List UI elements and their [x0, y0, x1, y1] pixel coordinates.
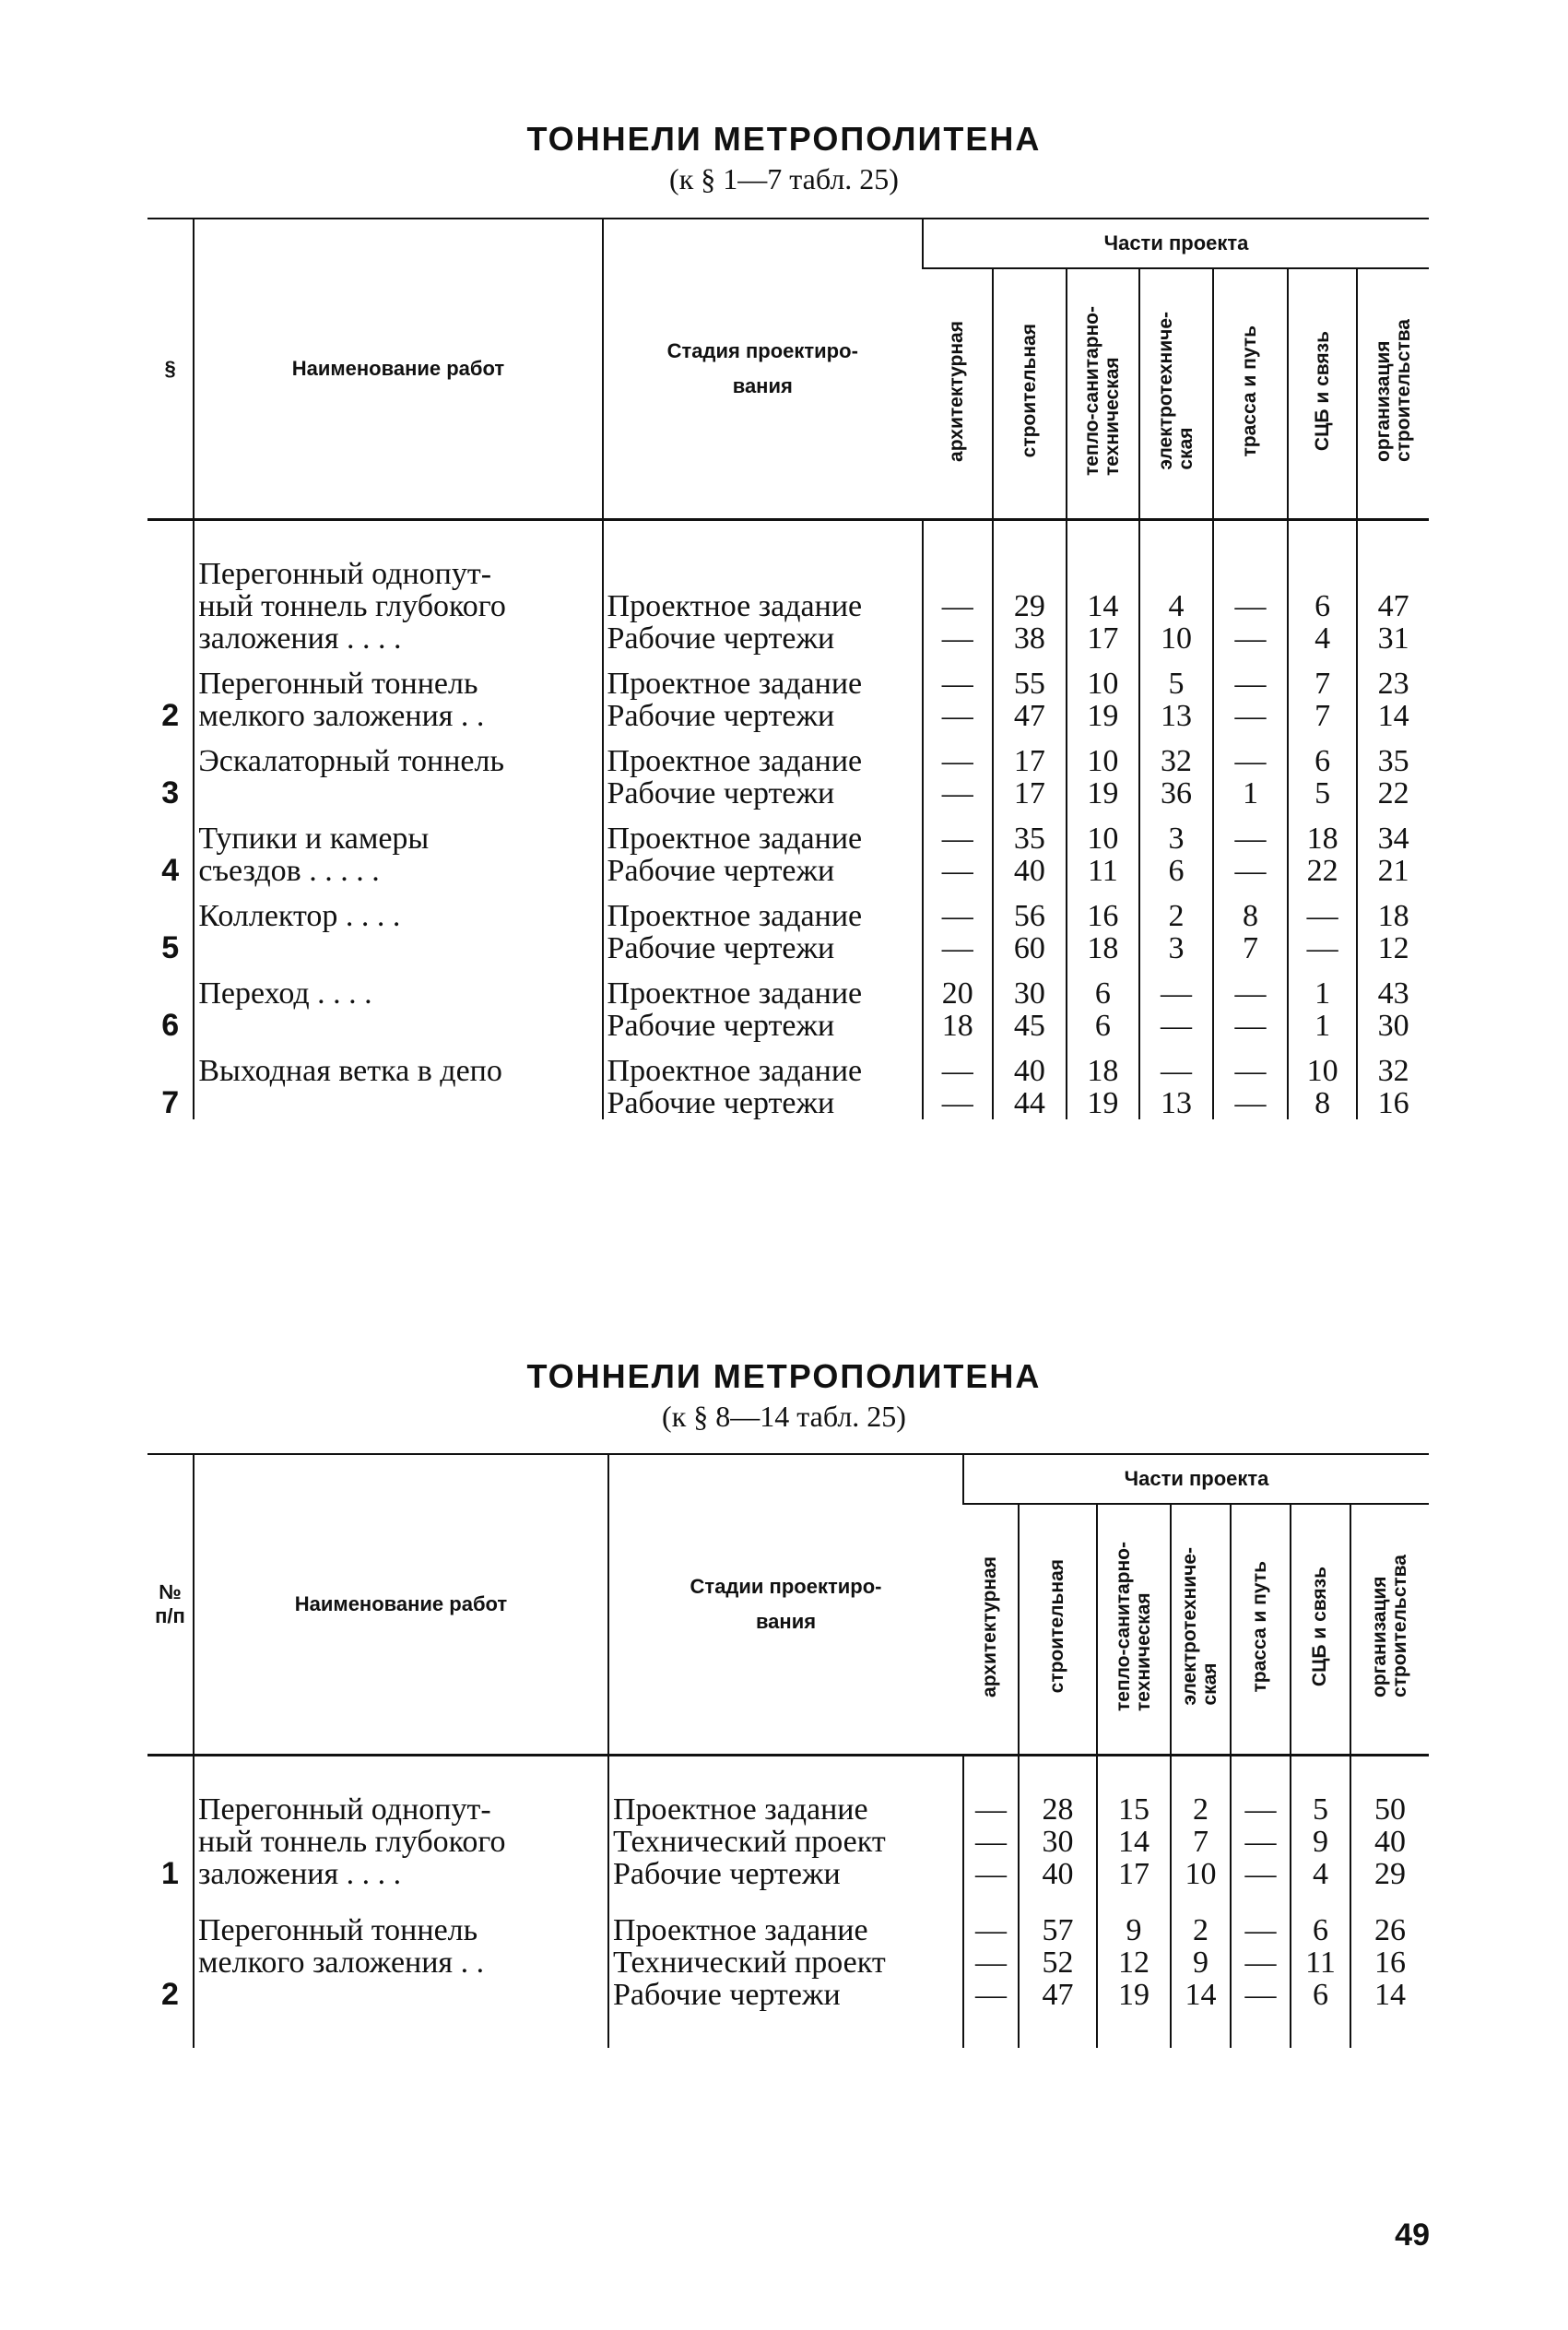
col-header-arch: архитектурная	[923, 268, 993, 520]
col-header-stage: Стадии проектиро- вания	[608, 1454, 963, 1756]
table-row: 2 Перегонный тоннель мелкого заложения . . Проектное задание Технический проект Рабочие чертежи — — — 57 52 47 9 12 19 2 9 14 — — — 6 11 6 26 16 14	[147, 1890, 1429, 2011]
table-row: 4 Тупики и камеры съездов . . . . . Проектное задание Рабочие чертежи — — 35 40 10 11 3 6 — — 18 22 34 21	[147, 810, 1429, 887]
col-header-parts: Части проекта	[923, 219, 1429, 268]
table1	[147, 218, 1429, 1119]
work-name: Перегонный тоннель мелкого заложения . .	[194, 655, 602, 732]
col-header-build: строительная	[993, 268, 1067, 520]
col-header-num: §	[147, 219, 194, 520]
col-header-name: Наименование работ	[194, 219, 602, 520]
table-row: 1 Перегонный однопут- ный тоннель глубокого заложения . . . . Проектное задание Технический проект Рабочие чертежи — — — 28 30 40 15 14 17 2 7 10 — — — 5 9 4 50 40 29	[147, 1793, 1429, 1890]
page-number: 49	[1395, 2218, 1430, 2253]
table1-title: ТОННЕЛИ МЕТРОПОЛИТЕНА	[526, 120, 1042, 158]
work-name: Перегонный однопут- ный тоннель глубокого заложения . . . .	[194, 1793, 608, 1890]
stage-cell: Проектное задание Рабочие чертежи	[603, 655, 923, 732]
table-row: 2 Перегонный тоннель мелкого заложения . . Проектное задание Рабочие чертежи — — 55 47 10 19 5 13 — — 7 7 23 14	[147, 655, 1429, 732]
stage-cell: Проектное задание Рабочие чертежи	[603, 810, 923, 887]
table-row: Перегонный однопут- ный тоннель глубокого заложения . . . . Проектное задание Рабочие чертежи — — 29 38 14 17 4 10 — — 6 4 47 31	[147, 558, 1429, 655]
table1-subtitle: (к § 1—7 табл. 25)	[669, 162, 899, 195]
stage-cell: Проектное задание Технический проект Рабочие чертежи	[608, 1890, 963, 2011]
col-header-electro: электротехниче- ская	[1171, 1504, 1231, 1756]
work-name: Эскалаторный тоннель	[194, 732, 602, 810]
work-name: Переход . . . .	[194, 964, 602, 1042]
table-row: 5 Коллектор . . . . Проектное задание Рабочие чертежи — — 56 60 16 18 2 3 8 7 — — 18 12	[147, 887, 1429, 964]
col-header-heat: тепло-санитарно- техническая	[1067, 268, 1139, 520]
col-header-org: организация строительства	[1357, 268, 1429, 520]
col-header-signal: СЦБ и связь	[1288, 268, 1358, 520]
stage-cell: Проектное задание Рабочие чертежи	[603, 964, 923, 1042]
col-header-org: организация строительства	[1350, 1504, 1429, 1756]
col-header-build: строительная	[1019, 1504, 1097, 1756]
work-name: Коллектор . . . .	[194, 887, 602, 964]
col-header-heat: тепло-санитарно- техническая	[1097, 1504, 1171, 1756]
table2-title: ТОННЕЛИ МЕТРОПОЛИТЕНА	[526, 1357, 1042, 1395]
col-header-name: Наименование работ	[194, 1454, 608, 1756]
col-header-electro: электротехниче- ская	[1139, 268, 1214, 520]
col-header-signal: СЦБ и связь	[1291, 1504, 1350, 1756]
col-header-stage: Стадия проектиро- вания	[603, 219, 923, 520]
work-name: Тупики и камеры съездов . . . . .	[194, 810, 602, 887]
work-name: Перегонный однопут- ный тоннель глубокого заложения . . . .	[194, 558, 602, 655]
table-row: 3 Эскалаторный тоннель Проектное задание Рабочие чертежи — — 17 17 10 19 32 36 — 1 6 5 35 22	[147, 732, 1429, 810]
work-name: Выходная ветка в депо	[194, 1042, 602, 1119]
col-header-arch: архитектурная	[963, 1504, 1019, 1756]
table-row: 7 Выходная ветка в депо Проектное задание Рабочие чертежи — — 40 44 18 19 — 13 — — 10 8 32 16	[147, 1042, 1429, 1119]
stage-cell: Проектное задание Рабочие чертежи	[603, 558, 923, 655]
col-header-num: № п/п	[147, 1454, 194, 1756]
stage-cell: Проектное задание Рабочие чертежи	[603, 887, 923, 964]
col-header-track: трасса и путь	[1231, 1504, 1291, 1756]
stage-cell: Проектное задание Рабочие чертежи	[603, 1042, 923, 1119]
stage-cell: Проектное задание Рабочие чертежи	[603, 732, 923, 810]
work-name: Перегонный тоннель мелкого заложения . .	[194, 1890, 608, 2011]
stage-cell: Проектное задание Технический проект Рабочие чертежи	[608, 1793, 963, 1890]
table-row: 6 Переход . . . . Проектное задание Рабочие чертежи 20 18 30 45 6 6 — — — — 1 1 43 30	[147, 964, 1429, 1042]
col-header-parts: Части проекта	[963, 1454, 1429, 1504]
table2-subtitle: (к § 8—14 табл. 25)	[662, 1400, 906, 1433]
table2	[147, 1453, 1429, 2048]
col-header-track: трасса и путь	[1213, 268, 1288, 520]
